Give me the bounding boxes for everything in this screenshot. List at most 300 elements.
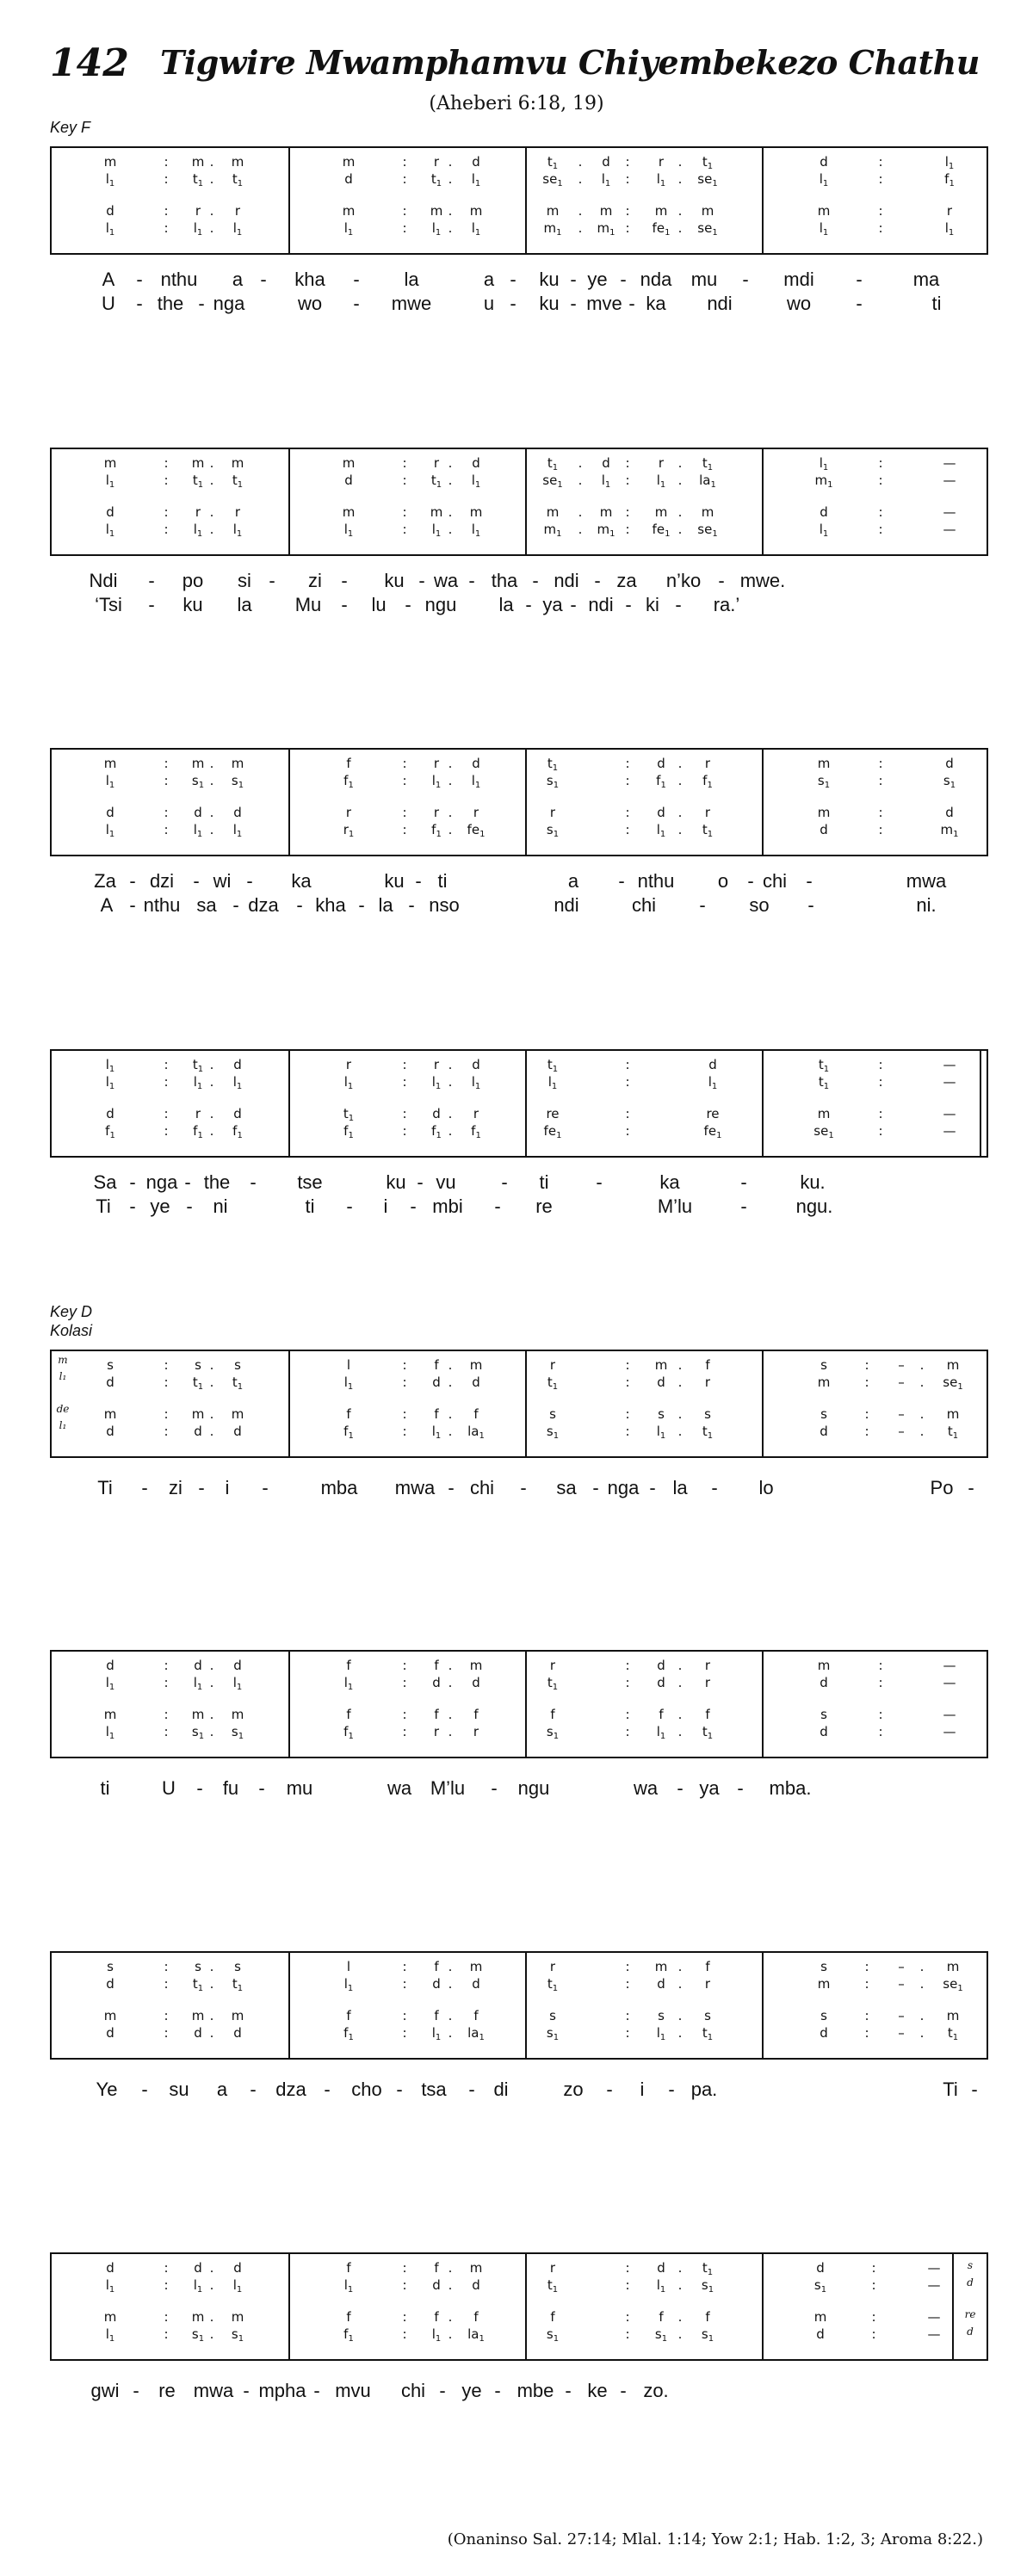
- solfa-note: $l_1$: [343, 220, 354, 238]
- solfa-note: d: [432, 1106, 441, 1121]
- solfa-note: r: [234, 203, 241, 219]
- beat-separator: .: [209, 2277, 214, 2293]
- solfa-note: r: [549, 805, 556, 820]
- solfa-note: $f_1$: [343, 1724, 354, 1741]
- measure: [288, 449, 525, 554]
- beat-separator: :: [402, 1074, 407, 1090]
- beat-separator: :: [625, 203, 630, 219]
- lyric-syllable: -: [243, 2380, 250, 2401]
- lyric-syllable: mba.: [769, 1777, 812, 1799]
- beat-separator: :: [402, 1123, 407, 1139]
- beat-separator: :: [625, 1106, 630, 1121]
- beat-separator: :: [878, 220, 883, 236]
- lyric-syllable: la: [404, 269, 419, 290]
- solfa-note: m: [817, 756, 831, 771]
- lyric-syllable: Po: [930, 1477, 954, 1498]
- lyric-syllable: a: [567, 870, 579, 892]
- solfa-note: $l_1$: [193, 2277, 203, 2295]
- solfa-note: $t_1$: [232, 1374, 244, 1392]
- lyric-syllable: i: [640, 2079, 645, 2100]
- solfa-note: $m_1$: [543, 220, 562, 238]
- bass-line: [52, 2025, 288, 2041]
- beat-separator: –: [898, 1976, 905, 1992]
- solfa-note: d: [344, 473, 353, 488]
- lyric-syllable: ngu: [424, 594, 457, 615]
- solfa-note: r: [658, 455, 665, 471]
- tenor-line: [52, 805, 288, 820]
- solfa-note: f: [705, 1357, 710, 1373]
- solfa-note: m: [342, 154, 356, 170]
- bass-line: [52, 1424, 288, 1439]
- solfa-note: $t_1$: [818, 1057, 830, 1074]
- lyric-syllable: -: [396, 2079, 403, 2100]
- beat-separator: –: [898, 1374, 905, 1390]
- measure: [288, 1351, 525, 1456]
- beat-separator: :: [878, 756, 883, 771]
- solfa-note: $s_1$: [546, 1424, 560, 1441]
- tenor-line: [764, 1106, 1000, 1121]
- measure: [288, 1051, 525, 1156]
- hymn-header: [50, 41, 997, 93]
- solfa-note: s: [107, 1357, 114, 1373]
- measure: [525, 148, 762, 253]
- solfa-note: $l_1$: [232, 1074, 243, 1091]
- beat-separator: .: [578, 154, 583, 170]
- solfa-note: l: [346, 1357, 351, 1373]
- solfa-note: m: [546, 504, 560, 520]
- soprano-line: [764, 154, 1000, 170]
- beat-separator: .: [209, 1374, 214, 1390]
- beat-separator: .: [677, 1357, 683, 1373]
- lyric-syllable: ti: [931, 293, 942, 314]
- beat-separator: .: [448, 1406, 453, 1422]
- bass-line: [527, 1724, 764, 1739]
- measure: [52, 449, 288, 554]
- solfa-note: $s_1$: [813, 2277, 827, 2295]
- lyric-syllable: kha: [315, 894, 346, 916]
- beat-separator: .: [677, 2309, 683, 2325]
- alto-line: [527, 171, 764, 187]
- solfa-note: $se_1$: [542, 171, 563, 188]
- lyric-syllable: M’lu: [657, 1195, 693, 1217]
- lyric-syllable: ku: [539, 269, 560, 290]
- beat-separator: :: [878, 805, 883, 820]
- lyric-syllable: -: [129, 870, 136, 892]
- beat-separator: :: [625, 822, 630, 837]
- beat-separator: .: [209, 1357, 214, 1373]
- measure: [52, 148, 288, 253]
- hymn-title: Tigwire Mwamphamvu Chiyembekezo Chathu: [160, 43, 980, 82]
- beat-separator: :: [402, 154, 407, 170]
- beat-separator: :: [625, 2326, 630, 2342]
- solfa-note: —: [927, 2277, 941, 2293]
- solfa-note: $s_1$: [546, 2025, 560, 2042]
- bass-line: [764, 220, 1000, 236]
- beat-separator: :: [871, 2326, 876, 2342]
- lyric-syllable: za: [616, 570, 637, 591]
- beat-separator: :: [878, 455, 883, 471]
- beat-separator: :: [871, 2260, 876, 2276]
- lyric-syllable: -: [129, 1195, 136, 1217]
- beat-separator: :: [402, 455, 407, 471]
- lyric-syllable: ndi: [707, 293, 733, 314]
- beat-separator: :: [625, 154, 630, 170]
- staff-5: [50, 1350, 988, 1458]
- solfa-note: $l_1$: [471, 171, 481, 188]
- solfa-note: $se_1$: [542, 473, 563, 490]
- solfa-note: $l_1$: [105, 1724, 115, 1741]
- solfa-note: $l_1$: [105, 522, 115, 539]
- beat-separator: :: [878, 1707, 883, 1722]
- lyric-syllable: M’lu: [430, 1777, 466, 1799]
- solfa-note: $l_1$: [819, 171, 829, 188]
- solfa-note: r: [433, 1724, 440, 1739]
- lyric-syllable: -: [625, 594, 632, 615]
- measure: [525, 1953, 762, 2058]
- lyric-syllable: su: [169, 2079, 189, 2100]
- solfa-note: d: [233, 805, 242, 820]
- lyric-syllable: i: [383, 1195, 388, 1217]
- beat-separator: :: [625, 1357, 630, 1373]
- solfa-note: m: [817, 1658, 831, 1673]
- solfa-note: $m_1$: [543, 522, 562, 539]
- solfa-note: re: [706, 1106, 720, 1121]
- solfa-note: $t_1$: [547, 1057, 559, 1074]
- lyric-syllable: mwa: [906, 870, 947, 892]
- solfa-note: $l_1$: [193, 1675, 203, 1692]
- solfa-note: d: [106, 1976, 114, 1992]
- solfa-note: r: [195, 203, 201, 219]
- tenor-line: [290, 1406, 527, 1422]
- solfa-note: $s_1$: [191, 1724, 205, 1741]
- lyric-syllable: A: [100, 894, 114, 916]
- solfa-note: f: [346, 2008, 351, 2023]
- lyric-line: [50, 2079, 988, 2101]
- beat-separator: .: [677, 220, 683, 236]
- beat-separator: .: [448, 171, 453, 187]
- lyric-syllable: Ti: [96, 1195, 111, 1217]
- solfa-note: f: [434, 1357, 439, 1373]
- lyric-syllable: ‘Tsi: [95, 594, 122, 615]
- alto-line: [527, 1074, 764, 1090]
- bass-line: [527, 1123, 764, 1139]
- beat-separator: .: [209, 522, 214, 537]
- tenor-line: [52, 203, 288, 219]
- beat-separator: :: [878, 1123, 883, 1139]
- beat-separator: .: [578, 220, 583, 236]
- alto-line: [290, 473, 527, 488]
- lyric-syllable: -: [649, 1477, 656, 1498]
- beat-separator: .: [209, 473, 214, 488]
- measure: [288, 750, 525, 855]
- beat-separator: :: [625, 1724, 630, 1739]
- beat-separator: :: [402, 1406, 407, 1422]
- solfa-note: m: [103, 455, 117, 471]
- beat-separator: :: [164, 773, 169, 788]
- beat-separator: .: [677, 171, 683, 187]
- alto-line: [52, 473, 288, 488]
- lyric-line: [50, 594, 988, 616]
- solfa-note: $s_1$: [546, 822, 560, 839]
- solfa-note: d: [194, 1424, 202, 1439]
- bass-line: [764, 822, 1000, 837]
- bass-line: [527, 220, 764, 236]
- soprano-line: [764, 1357, 1000, 1373]
- lyric-syllable: sa: [556, 1477, 577, 1498]
- beat-separator: :: [864, 1424, 869, 1439]
- solfa-note: $t_1$: [547, 1374, 559, 1392]
- tenor-line: [527, 2309, 764, 2325]
- beat-separator: .: [448, 2326, 453, 2342]
- solfa-note: r: [433, 805, 440, 820]
- solfa-note: $se_1$: [697, 522, 718, 539]
- bass-line: [527, 2025, 764, 2041]
- alto-line: [527, 2277, 764, 2293]
- lyric-syllable: -: [262, 1477, 269, 1498]
- beat-separator: :: [164, 220, 169, 236]
- solfa-note: $t_1$: [232, 171, 244, 188]
- measure: [762, 1652, 999, 1757]
- lyric-line: [50, 293, 988, 315]
- solfa-note: s: [820, 2008, 827, 2023]
- solfa-note: $l_1$: [656, 171, 666, 188]
- solfa-note: d: [472, 1976, 480, 1992]
- lyric-syllable: -: [408, 894, 415, 916]
- solfa-note: m: [701, 203, 714, 219]
- beat-separator: :: [402, 1724, 407, 1739]
- lyric-syllable: mwe.: [739, 570, 786, 591]
- soprano-line: [52, 455, 288, 471]
- solfa-note: d: [820, 1675, 828, 1690]
- lyric-syllable: lu: [371, 594, 387, 615]
- beat-separator: :: [164, 1374, 169, 1390]
- lyric-syllable: dza: [275, 2079, 306, 2100]
- solfa-note: $t_1$: [192, 1057, 204, 1074]
- beat-separator: .: [209, 2260, 214, 2276]
- beat-separator: :: [402, 773, 407, 788]
- solfa-note: d: [194, 2025, 202, 2041]
- beat-separator: .: [448, 1057, 453, 1072]
- lyric-syllable: wa: [633, 1777, 659, 1799]
- lyric-syllable: -: [410, 1195, 417, 1217]
- solfa-note: re: [546, 1106, 560, 1121]
- bass-line: [527, 1424, 764, 1439]
- beat-separator: :: [864, 2025, 869, 2041]
- lyric-syllable: la: [498, 594, 514, 615]
- beat-separator: .: [209, 171, 214, 187]
- beat-separator: .: [209, 1106, 214, 1121]
- key-signature-d: Key D: [50, 1303, 93, 1320]
- solfa-note: $f_1$: [105, 1123, 115, 1140]
- bass-line: [764, 1424, 1000, 1439]
- lyric-syllable: -: [491, 1777, 498, 1799]
- lyric-syllable: -: [341, 594, 348, 615]
- alto-line: [764, 473, 1000, 488]
- lyric-syllable: mvu: [335, 2380, 371, 2401]
- beat-separator: :: [878, 1057, 883, 1072]
- beat-separator: .: [677, 1406, 683, 1422]
- solfa-note: r: [234, 504, 241, 520]
- beat-separator: .: [448, 756, 453, 771]
- lyric-syllable: mu: [690, 269, 718, 290]
- solfa-note: d: [106, 1374, 114, 1390]
- lyric-syllable: U: [102, 293, 115, 314]
- solfa-note: $fe_1$: [652, 522, 671, 539]
- beat-separator: .: [677, 473, 683, 488]
- alto-line: [290, 1976, 527, 1992]
- solfa-note: $t_1$: [702, 2025, 714, 2042]
- measure: [525, 1652, 762, 1757]
- solfa-note: $la_1$: [467, 2326, 485, 2344]
- solfa-note: $l_1$: [819, 220, 829, 238]
- solfa-note: $l_1$: [343, 1675, 354, 1692]
- solfa-note: s: [820, 1707, 827, 1722]
- beat-separator: .: [448, 203, 453, 219]
- beat-separator: :: [402, 1357, 407, 1373]
- solfa-note: $l_1$: [471, 473, 481, 490]
- beat-separator: .: [578, 203, 583, 219]
- beat-separator: :: [402, 1374, 407, 1390]
- beat-separator: .: [677, 2025, 683, 2041]
- solfa-note: r: [704, 756, 711, 771]
- beat-separator: .: [578, 522, 583, 537]
- alto-line: [527, 473, 764, 488]
- beat-separator: :: [164, 2260, 169, 2276]
- tenor-line: [527, 504, 764, 520]
- solfa-note: —: [943, 1724, 956, 1739]
- solfa-note: s: [658, 2008, 665, 2023]
- beat-separator: :: [625, 1675, 630, 1690]
- beat-separator: .: [209, 2309, 214, 2325]
- solfa-note: m: [654, 1959, 668, 1974]
- solfa-note: $f_1$: [343, 1123, 354, 1140]
- beat-separator: :: [625, 2277, 630, 2293]
- lyric-line: [50, 1477, 988, 1499]
- solfa-note: $s_1$: [701, 2326, 714, 2344]
- lyric-syllable: -: [620, 2380, 627, 2401]
- solfa-note: $s_1$: [231, 773, 244, 790]
- solfa-note: $l_1$: [105, 1057, 115, 1074]
- solfa-note: m: [599, 504, 613, 520]
- soprano-line: [764, 756, 1000, 771]
- beat-separator: .: [578, 455, 583, 471]
- beat-separator: :: [164, 805, 169, 820]
- alto-line: [52, 2277, 288, 2293]
- solfa-note: m: [817, 1976, 831, 1992]
- beat-separator: :: [164, 2326, 169, 2342]
- solfa-note: $l_1$: [343, 1976, 354, 1993]
- tenor-line: [527, 805, 764, 820]
- measure: [288, 1953, 525, 2058]
- alto-line: [764, 171, 1000, 187]
- solfa-note: m: [191, 2008, 205, 2023]
- solfa-note: $t_1$: [947, 2025, 959, 2042]
- beat-separator: :: [878, 1675, 883, 1690]
- solfa-note: s: [107, 1959, 114, 1974]
- solfa-note: m: [430, 203, 443, 219]
- beat-separator: :: [878, 522, 883, 537]
- alto-line: [764, 1374, 1000, 1390]
- beat-separator: :: [625, 473, 630, 488]
- beat-separator: :: [164, 1074, 169, 1090]
- lyric-syllable: -: [675, 594, 682, 615]
- solfa-note: d: [820, 154, 828, 170]
- beat-separator: .: [209, 1724, 214, 1739]
- solfa-note: —: [943, 1057, 956, 1072]
- solfa-note: d: [657, 1658, 665, 1673]
- measure: [52, 750, 288, 855]
- solfa-note: r: [704, 1976, 711, 1992]
- solfa-note: $l_1$: [343, 2277, 354, 2295]
- lyric-syllable: -: [520, 1477, 527, 1498]
- solfa-note: $l_1$: [471, 1074, 481, 1091]
- tenor-line: [290, 1707, 527, 1722]
- beat-separator: :: [402, 504, 407, 520]
- soprano-line: [290, 1357, 527, 1373]
- soprano-line: [52, 1658, 288, 1673]
- beat-separator: .: [448, 2277, 453, 2293]
- solfa-note: $l_1$: [471, 220, 481, 238]
- beat-separator: :: [402, 1675, 407, 1690]
- solfa-note: —: [943, 1123, 956, 1139]
- lyric-syllable: -: [856, 269, 863, 290]
- bass-line: [52, 522, 288, 537]
- soprano-line: [52, 1357, 288, 1373]
- solfa-note: d: [602, 154, 610, 170]
- staff-1: [50, 146, 988, 255]
- solfa-note: m: [469, 504, 483, 520]
- lyric-syllable: -: [620, 269, 627, 290]
- beat-separator: .: [209, 203, 214, 219]
- beat-separator: :: [625, 220, 630, 236]
- solfa-note: r: [704, 1374, 711, 1390]
- lyric-syllable: chi: [631, 894, 657, 916]
- beat-separator: .: [677, 1374, 683, 1390]
- solfa-note: f: [550, 2309, 555, 2325]
- alto-line: [52, 1074, 288, 1090]
- solfa-note: d: [194, 1658, 202, 1673]
- soprano-line: [290, 1658, 527, 1673]
- solfa-note: m: [701, 504, 714, 520]
- lyric-syllable: -: [525, 594, 532, 615]
- beat-separator: :: [402, 203, 407, 219]
- lyric-syllable: -: [971, 2079, 978, 2100]
- solfa-note: m: [191, 2309, 205, 2325]
- solfa-note: s: [820, 1406, 827, 1422]
- beat-separator: .: [448, 1357, 453, 1373]
- beat-separator: .: [677, 522, 683, 537]
- solfa-note: $l_1$: [232, 220, 243, 238]
- solfa-note: $m_1$: [597, 522, 615, 539]
- lyric-syllable: -: [494, 1195, 501, 1217]
- beat-separator: .: [209, 1057, 214, 1072]
- beat-separator: :: [864, 1374, 869, 1390]
- beat-separator: .: [448, 220, 453, 236]
- measure: [52, 1051, 288, 1156]
- measure: [762, 449, 999, 554]
- alto-line: [52, 1976, 288, 1992]
- beat-separator: :: [164, 1357, 169, 1373]
- solfa-note: r: [473, 1106, 479, 1121]
- beat-separator: :: [625, 455, 630, 471]
- measure: [288, 148, 525, 253]
- solfa-note: $l_1$: [601, 171, 611, 188]
- beat-separator: .: [448, 1976, 453, 1992]
- solfa-note: $l_1$: [105, 171, 115, 188]
- lyric-syllable: ti: [100, 1777, 110, 1799]
- solfa-note: —: [943, 1106, 956, 1121]
- solfa-note: m: [103, 1707, 117, 1722]
